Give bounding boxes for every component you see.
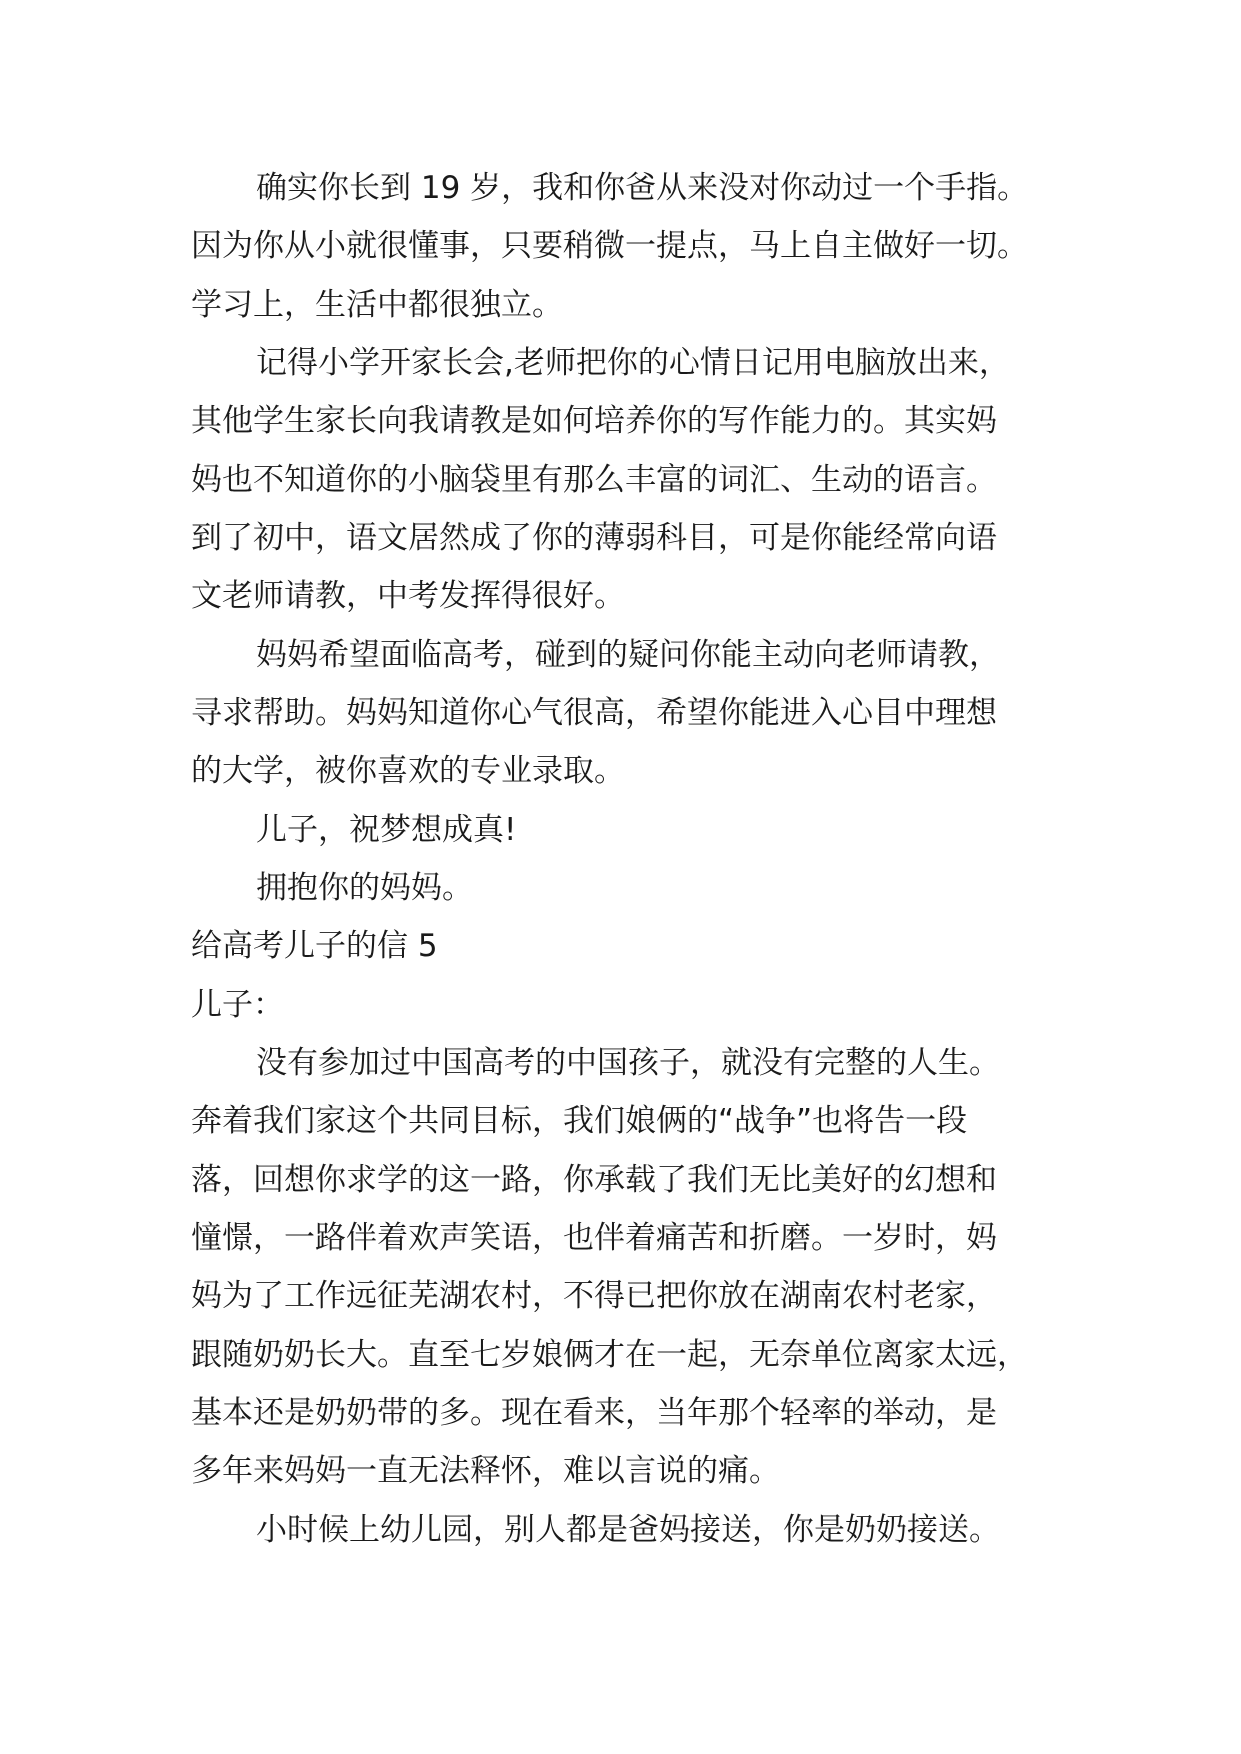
letter-paragraph-1-line-3: 落，回想你求学的这一路，你承载了我们无比美好的幻想和	[191, 1162, 997, 1198]
paragraph-3-line-3: 的大学，被你喜欢的专业录取。	[191, 753, 625, 789]
salutation: 儿子：	[191, 987, 284, 1023]
letter-paragraph-1-line-2: 奔着我们家这个共同目标，我们娘俩的“战争”也将告一段	[191, 1103, 968, 1139]
letter-paragraph-1-line-8: 多年来妈妈一直无法释怀，难以言说的痛。	[191, 1453, 780, 1489]
paragraph-1-line-1: 确实你长到 19 岁，我和你爸从来没对你动过一个手指。	[256, 170, 1029, 206]
letter-paragraph-2-line-1: 小时候上幼儿园，别人都是爸妈接送，你是奶奶接送。	[256, 1512, 1000, 1548]
paragraph-2-line-2: 其他学生家长向我请教是如何培养你的写作能力的。其实妈	[191, 403, 997, 439]
paragraph-3-line-2: 寻求帮助。妈妈知道你心气很高，希望你能进入心目中理想	[191, 695, 997, 731]
letter-paragraph-1-line-4: 憧憬，一路伴着欢声笑语，也伴着痛苦和折磨。一岁时，妈	[191, 1220, 997, 1256]
closing-signoff: 拥抱你的妈妈。	[256, 870, 473, 906]
paragraph-2-line-3: 妈也不知道你的小脑袋里有那么丰富的词汇、生动的语言。	[191, 462, 997, 498]
paragraph-1-line-2: 因为你从小就很懂事，只要稍微一提点，马上自主做好一切。	[191, 228, 1028, 264]
letter-paragraph-1-line-1: 没有参加过中国高考的中国孩子，就没有完整的人生。	[256, 1045, 1000, 1081]
closing-wish: 儿子，祝梦想成真!	[256, 812, 517, 848]
paragraph-2-line-1: 记得小学开家长会,老师把你的心情日记用电脑放出来，	[256, 345, 1010, 381]
paragraph-1-line-3: 学习上，生活中都很独立。	[191, 287, 563, 323]
letter-paragraph-1-line-5: 妈为了工作远征芜湖农村，不得已把你放在湖南农村老家，	[191, 1278, 997, 1314]
letter-paragraph-1-line-6: 跟随奶奶长大。直至七岁娘俩才在一起，无奈单位离家太远，	[191, 1337, 1028, 1373]
paragraph-3-line-1: 妈妈希望面临高考，碰到的疑问你能主动向老师请教，	[256, 637, 1000, 673]
letter-paragraph-1-line-7: 基本还是奶奶带的多。现在看来，当年那个轻率的举动，是	[191, 1395, 997, 1431]
letter-title: 给高考儿子的信 5	[191, 928, 438, 964]
paragraph-2-line-4: 到了初中，语文居然成了你的薄弱科目，可是你能经常向语	[191, 520, 997, 556]
paragraph-2-line-5: 文老师请教，中考发挥得很好。	[191, 578, 625, 614]
